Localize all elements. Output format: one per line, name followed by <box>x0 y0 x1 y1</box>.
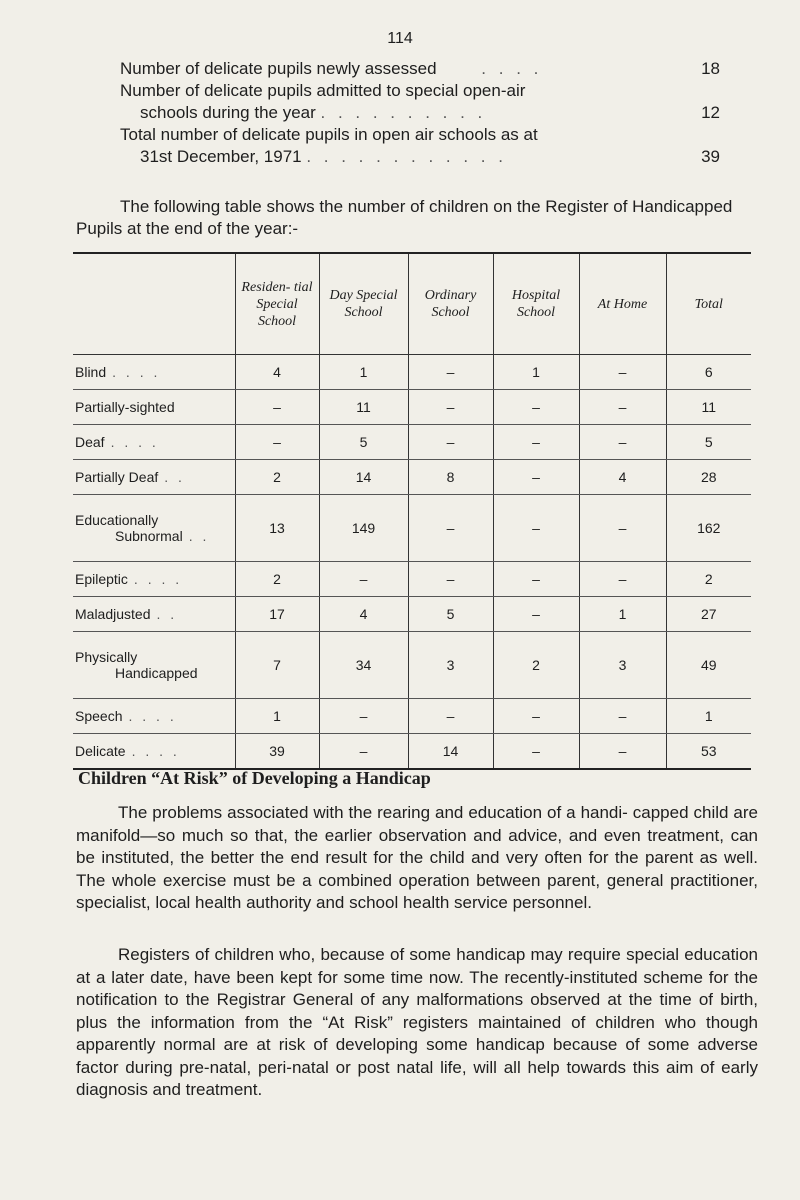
leader-dots: . . . . <box>481 59 543 78</box>
cell-at-home: – <box>579 495 666 562</box>
stat-value: 12 <box>701 103 720 122</box>
row-category-label: Delicate <box>75 743 126 759</box>
cell-residential-special-school: – <box>235 425 319 460</box>
cell-hospital-school: – <box>493 495 579 562</box>
cell-at-home: – <box>579 425 666 460</box>
cell-day-special-school: – <box>319 734 408 770</box>
row-category-label: Maladjusted <box>75 606 151 622</box>
row-category <box>73 495 235 562</box>
cell-hospital-school: – <box>493 562 579 597</box>
cell-day-special-school: 34 <box>319 632 408 699</box>
stat-row <box>120 58 720 80</box>
cell-at-home: – <box>579 734 666 770</box>
row-category <box>73 562 235 597</box>
cell-ordinary-school: 5 <box>408 597 493 632</box>
cell-ordinary-school: 3 <box>408 632 493 699</box>
header-ordinary-school: Ordinary School <box>408 253 493 355</box>
cell-day-special-school: 14 <box>319 460 408 495</box>
cell-at-home: – <box>579 390 666 425</box>
leader-dots: . . . . <box>133 571 183 587</box>
row-category-label: Speech <box>75 708 123 724</box>
cell-total: 28 <box>666 460 751 495</box>
row-category-label-cont: Handicapped <box>115 665 198 681</box>
table-row <box>73 460 751 495</box>
stat-value: 18 <box>701 59 720 78</box>
cell-hospital-school: – <box>493 734 579 770</box>
table-row <box>73 495 751 562</box>
cell-residential-special-school: – <box>235 390 319 425</box>
header-residential-special-school: Residen- tial Special School <box>235 253 319 355</box>
cell-total: 1 <box>666 699 751 734</box>
cell-ordinary-school: – <box>408 562 493 597</box>
cell-at-home: – <box>579 355 666 390</box>
leader-dots: . . <box>188 528 210 544</box>
delicate-pupils-stats <box>120 58 720 168</box>
stat-value: 39 <box>701 147 720 166</box>
leader-dots: . . <box>156 606 178 622</box>
row-category <box>73 425 235 460</box>
cell-residential-special-school: 17 <box>235 597 319 632</box>
cell-day-special-school: – <box>319 562 408 597</box>
header-day-special-school: Day Special School <box>319 253 408 355</box>
row-category-label: Partially Deaf <box>75 469 159 485</box>
table-row <box>73 734 751 770</box>
cell-residential-special-school: 39 <box>235 734 319 770</box>
leader-dots: . . . . . . . . . . . . <box>306 147 507 166</box>
table-row <box>73 425 751 460</box>
header-hospital-school: Hospital School <box>493 253 579 355</box>
cell-at-home: – <box>579 562 666 597</box>
cell-day-special-school: 5 <box>319 425 408 460</box>
cell-hospital-school: 2 <box>493 632 579 699</box>
cell-ordinary-school: – <box>408 390 493 425</box>
cell-day-special-school: 11 <box>319 390 408 425</box>
cell-hospital-school: – <box>493 699 579 734</box>
cell-hospital-school: – <box>493 460 579 495</box>
cell-ordinary-school: – <box>408 355 493 390</box>
cell-residential-special-school: 2 <box>235 562 319 597</box>
cell-at-home: 4 <box>579 460 666 495</box>
page-number: 114 <box>387 30 413 47</box>
cell-residential-special-school: 4 <box>235 355 319 390</box>
cell-ordinary-school: 8 <box>408 460 493 495</box>
row-category <box>73 355 235 390</box>
cell-ordinary-school: – <box>408 425 493 460</box>
row-category-label: Epileptic <box>75 571 128 587</box>
handicapped-pupils-table <box>73 252 751 770</box>
stat-row <box>120 124 720 168</box>
section-heading: Children “At Risk” of Developing a Handicap <box>78 768 431 788</box>
leader-dots: . . . . <box>131 743 180 759</box>
leader-dots: . . . . . . . . . . <box>320 103 487 122</box>
header-at-home: At Home <box>579 253 666 355</box>
cell-total: 27 <box>666 597 751 632</box>
table-row <box>73 597 751 632</box>
cell-ordinary-school: – <box>408 495 493 562</box>
row-category-label: Partially-sighted <box>75 399 175 415</box>
row-category-label: Physically <box>75 649 138 665</box>
table-row <box>73 355 751 390</box>
stat-row <box>120 80 720 124</box>
cell-day-special-school: 1 <box>319 355 408 390</box>
cell-at-home: 1 <box>579 597 666 632</box>
stat-label-text: Total number of delicate pupils in open air schools as at <box>120 125 538 144</box>
stat-label-continuation: 31st December, 1971 <box>140 147 302 166</box>
paragraph: The problems associated with the rearing and education of a handi- capped child are manifold—so much so that, the earlier observation and advice, and even treatment, can be instituted, the better the end result for the child and very often for the parent as well. The whole exercise must be a combined operation between parent, general practitioner, specialist, local health authority and school health service personnel. <box>76 803 758 912</box>
cell-hospital-school: – <box>493 425 579 460</box>
cell-total: 49 <box>666 632 751 699</box>
stat-label <box>120 124 680 168</box>
cell-total: 5 <box>666 425 751 460</box>
cell-residential-special-school: 2 <box>235 460 319 495</box>
cell-total: 6 <box>666 355 751 390</box>
paragraph: Registers of children who, because of some handicap may require special education at a later date, have been kept for some time now. The recently-instituted scheme for the notification to the Registrar General of any malformations observed at the time of birth, plus the information from the “At Risk” registers maintained of children who though apparently normal are at risk of developing some handicap because of some adverse factor during pre-natal, peri-natal or post natal life, will all help towards this aim of early diagnosis and treatment. <box>76 945 758 1099</box>
table-header-row <box>73 253 751 355</box>
row-category <box>73 597 235 632</box>
cell-hospital-school: 1 <box>493 355 579 390</box>
table-intro: The following table shows the number of children on the Register of Handicapped Pupils at the end of the year:- <box>76 197 733 238</box>
cell-hospital-school: – <box>493 597 579 632</box>
row-category-label-cont: Subnormal <box>115 528 183 544</box>
leader-dots: . . <box>164 469 185 485</box>
row-category <box>73 390 235 425</box>
leader-dots: . . . . <box>110 434 159 450</box>
cell-day-special-school: 149 <box>319 495 408 562</box>
table-row <box>73 390 751 425</box>
row-category-label: Deaf <box>75 434 105 450</box>
cell-day-special-school: 4 <box>319 597 408 632</box>
cell-hospital-school: – <box>493 390 579 425</box>
row-category-label: Blind <box>75 364 107 380</box>
cell-residential-special-school: 1 <box>235 699 319 734</box>
cell-residential-special-school: 7 <box>235 632 319 699</box>
stat-label-continuation: schools during the year <box>140 103 316 122</box>
row-category <box>73 734 235 770</box>
header-total: Total <box>666 253 751 355</box>
row-category-label: Educationally <box>75 512 159 528</box>
cell-at-home: 3 <box>579 632 666 699</box>
cell-ordinary-school: – <box>408 699 493 734</box>
table-row <box>73 632 751 699</box>
header-category <box>73 253 235 355</box>
row-category <box>73 699 235 734</box>
cell-total: 11 <box>666 390 751 425</box>
row-category <box>73 460 235 495</box>
cell-residential-special-school: 13 <box>235 495 319 562</box>
table-row <box>73 699 751 734</box>
table-row <box>73 562 751 597</box>
cell-at-home: – <box>579 699 666 734</box>
row-category <box>73 632 235 699</box>
stat-label-text: Number of delicate pupils admitted to special open-air <box>120 81 526 100</box>
cell-day-special-school: – <box>319 699 408 734</box>
cell-total: 53 <box>666 734 751 770</box>
leader-dots: . . . . <box>112 364 161 380</box>
stat-label <box>120 58 680 80</box>
leader-dots: . . . . <box>128 708 177 724</box>
stat-label-text: Number of delicate pupils newly assessed <box>120 59 437 78</box>
cell-total: 2 <box>666 562 751 597</box>
cell-ordinary-school: 14 <box>408 734 493 770</box>
cell-total: 162 <box>666 495 751 562</box>
stat-label <box>120 80 680 124</box>
